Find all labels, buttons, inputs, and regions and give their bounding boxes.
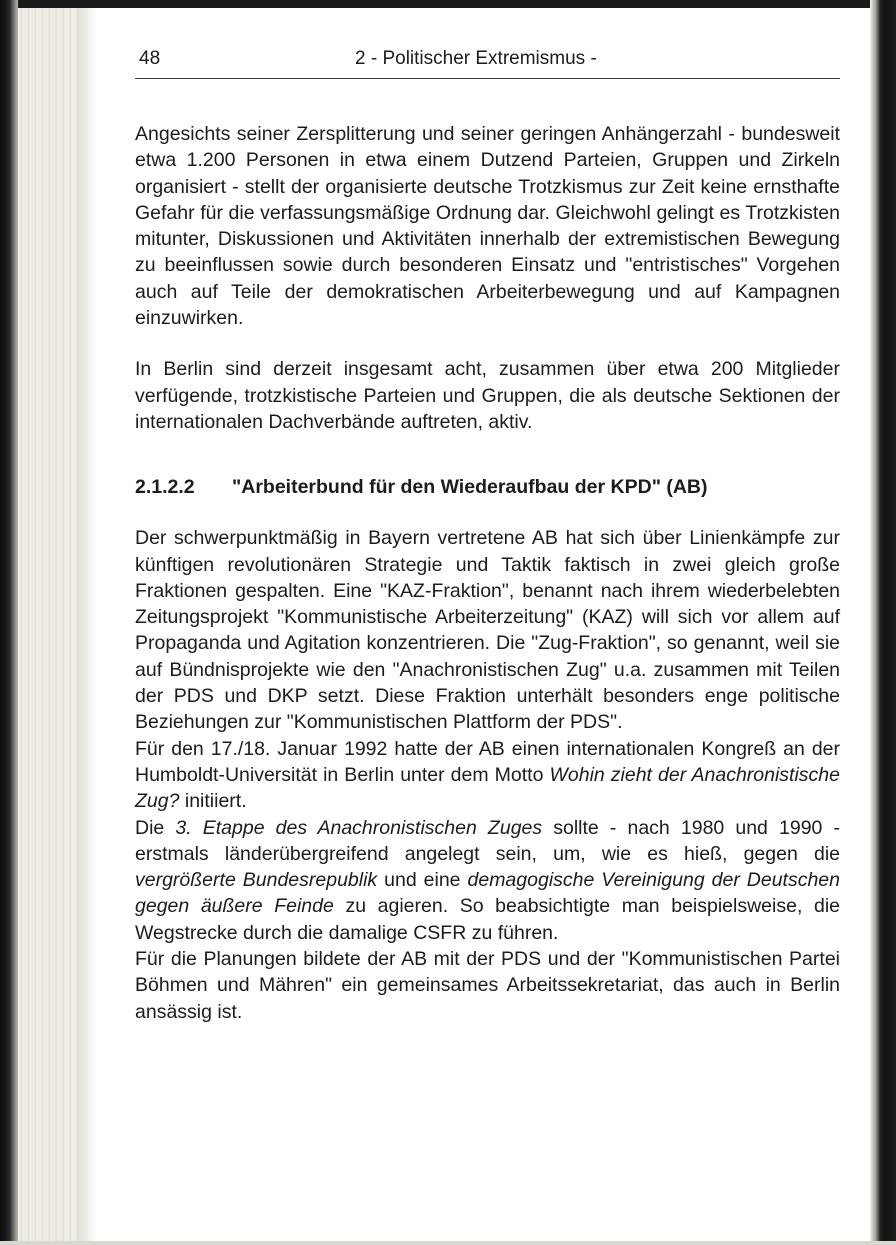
paragraph-congress [135,736,840,815]
paragraph-ab-fractions: Der schwerpunktmäßig in Bayern vertretene AB hat sich über Linienkämpfe zur künftigen revolutionären Strategie und Taktik faktisch in zwei gleich große Fraktionen gespalten. Eine "KAZ-Fraktion", benannt nach ihrem wiederbelebten Zeitungsprojekt "Kommunistische Arbeiterzeitung" (KAZ) will sich vor allem auf Propaganda und Agitation konzentrieren. Die "Zug-Fraktion", so genannt, weil sie auf Bündnisprojekte wie den "Anachronistischen Zug" u.a. zusammen mit Teilen der PDS und DKP setzt. Diese Fraktion unterhält besonders enge politische Beziehungen zur "Kommunistischen Plattform der PDS". [135,527,840,734]
section-number: 2.1.2.2 [135,476,195,499]
page-content [135,40,840,1025]
third-stage-text-a: Die [135,816,176,839]
top-scan-edge [0,0,896,8]
section-title: "Arbeiterbund für den Wiederaufbau der KPD" (AB) [232,476,708,499]
congress-motto: Wohin zieht der Anachronistische Zug? [135,763,840,813]
paragraph-secretariat: Für die Planungen bildete der AB mit der PDS und der "Kommunistischen Partei Böhmen und Mähren" ein gemeinsames Arbeitssekretariat, das auch in Berlin ansässig ist. [135,948,840,1023]
page-shadow [78,8,98,1245]
section-heading [135,474,840,500]
third-stage-text-c: sollte - nach 1980 und 1990 - erstmals länderübergreifend angelegt sein, um, wie es hieß, gegen die [135,816,840,865]
third-stage-text-e: und eine [377,869,468,892]
quote-demagogische-vereinigung: demagogische Vereinigung der Deutschen gegen äußere Feinde [135,869,841,918]
page-number: 48 [139,48,161,69]
congress-text: Für den 17./18. Januar 1992 hatte der AB einen internationalen Kongreß an der Humboldt-Universität in Berlin unter dem Motto [135,737,840,786]
book-binding-edge [0,0,18,1245]
quote-vergroesserte-brd: vergrößerte Bundesrepublik [135,869,378,892]
right-scan-edge [870,0,896,1245]
paragraph-berlin-groups: In Berlin sind derzeit insgesamt acht, zusammen über etwa 200 Mitglieder verfügende, trotzkistische Parteien und Gruppen, die als deutsche Sektionen der internationalen Dachverbände auftreten, aktiv. [135,358,840,433]
bottom-scan-edge [0,1241,896,1245]
paragraph-third-stage [135,815,840,946]
paragraph-trotzkismus: Angesichts seiner Zersplitterung und seiner geringen Anhängerzahl - bundesweit etwa 1.200 Personen in etwa einem Dutzend Parteien, Gruppen und Zirkeln organisiert - stellt der organisierte deutsche Trotzkismus zur Zeit keine ernsthafte Gefahr für die verfassungsmäßige Ordnung dar. Gleichwohl gelingt es Trotzkisten mitunter, Diskussionen und Aktivitäten innerhalb der extremistischen Bewegung zu beeinflussen sowie durch besonderen Einsatz und "entristisches" Vorgehen auch auf Teile der demokratischen Arbeiterbewegung und auf Kampagnen einzuwirken. [135,123,840,330]
third-stage-title: 3. Etappe des Anachronistischen Zuges [175,816,543,839]
page-stack-edges [18,8,78,1245]
congress-text-end: initiiert. [179,790,247,813]
running-header-title: 2 - Politischer Extremismus - [355,48,597,69]
running-header [135,40,840,79]
third-stage-text-g: zu agieren. So beabsichtigte man beispielsweise, die Wegstrecke durch die damalige CSFR zu führen. [135,895,841,944]
